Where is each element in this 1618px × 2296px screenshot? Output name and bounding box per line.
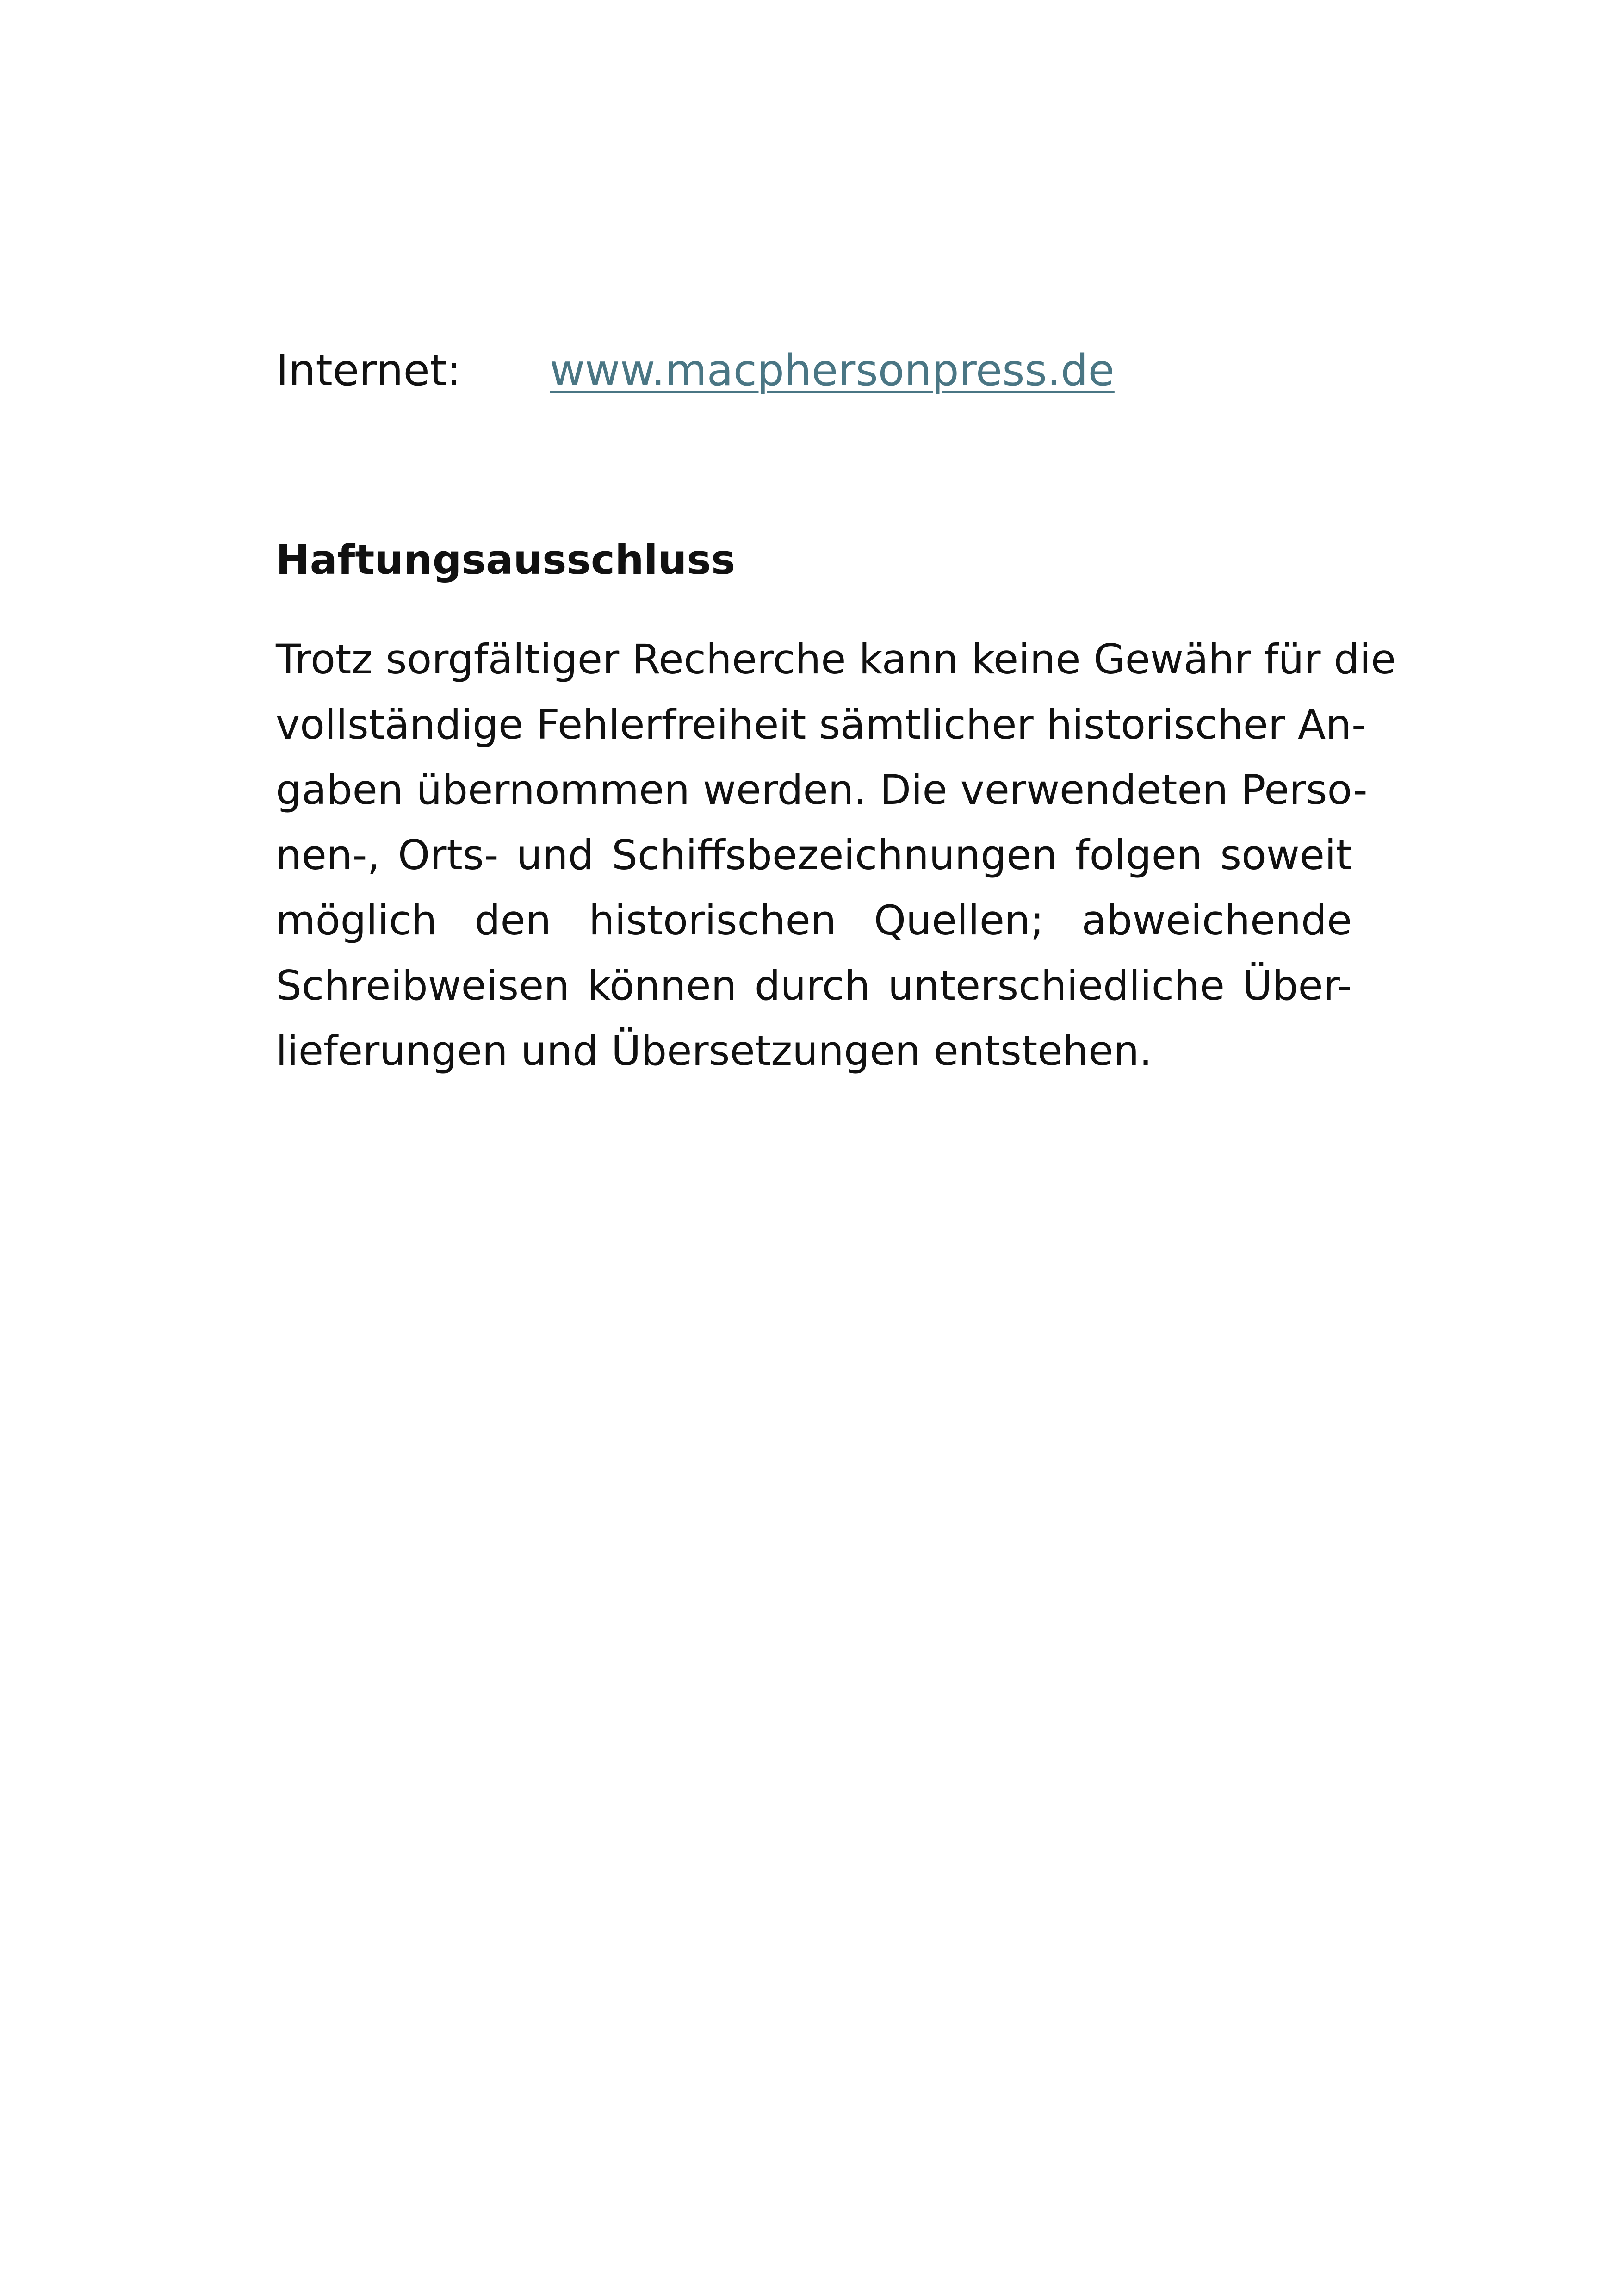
disclaimer-line: nen-, Orts- und Schiffsbezeichnungen folgen soweit: [276, 831, 1352, 879]
disclaimer-line: vollständige Fehlerfreiheit sämtlicher historischer An-: [276, 701, 1366, 748]
website-link[interactable]: www.macphersonpress.de: [550, 345, 1115, 395]
internet-label: Internet:: [276, 345, 461, 395]
disclaimer-line: möglich den historischen Quellen; abweichende: [276, 896, 1352, 944]
disclaimer-text: [276, 627, 1396, 1083]
disclaimer-line: lieferungen und Übersetzungen entstehen.: [276, 1027, 1153, 1075]
disclaimer-line: Schreibweisen können durch unterschiedliche Über-: [276, 962, 1352, 1009]
disclaimer-heading: Haftungsausschluss: [276, 536, 736, 584]
disclaimer-line: Trotz sorgfältiger Recherche kann keine Gewähr für die: [276, 635, 1396, 683]
disclaimer-line: gaben übernommen werden. Die verwendeten Perso-: [276, 766, 1368, 814]
